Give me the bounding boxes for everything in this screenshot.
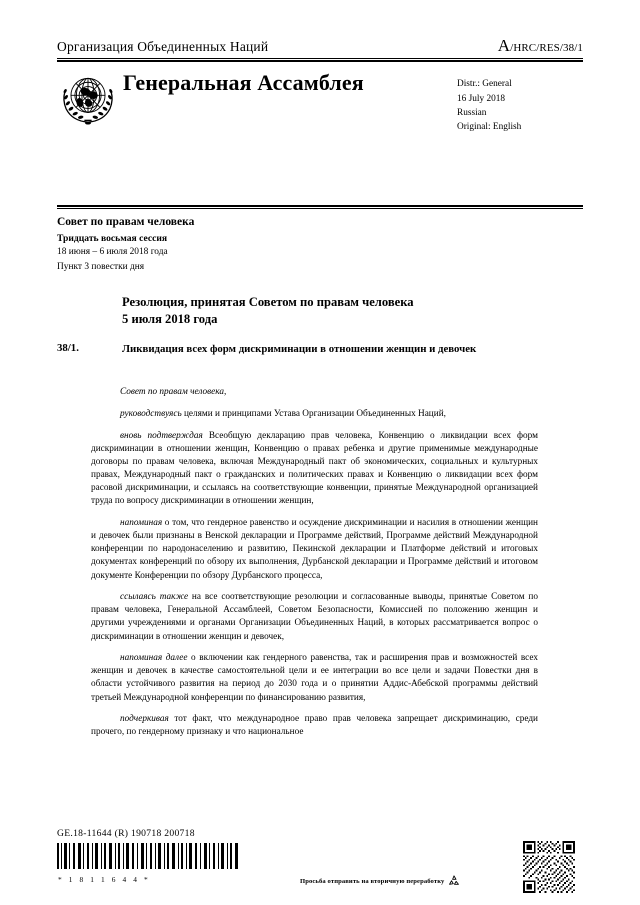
paragraph-text: о включении как гендерного равенства, так и расширения прав и возможностей всех женщин и девочек в качестве самостоятельной цели и ее интеграции во все цели и задачи Повестки дня в области устойчивого развития на период до 2030 года и о принятии Аддис-Абебской программы действий третьей Международной конференции по финансированию развития,	[91, 653, 538, 703]
preamble-addressee	[91, 386, 538, 399]
preamble-body	[91, 386, 538, 748]
preamble-paragraph	[91, 591, 538, 644]
preamble-paragraph	[91, 430, 538, 509]
organization-name: Организация Объединенных Наций	[57, 39, 269, 54]
council-separator	[57, 205, 583, 209]
masthead-top-row	[57, 36, 583, 58]
resolution-heading-line1: Резолюция, принятая Советом по правам человека	[122, 295, 414, 309]
paragraph-text: о том, что гендерное равенство и осуждение дискриминации и насилия в отношении женщин и девочек были признаны в Венской декларации и Программе действий, Программе действий Международной конференции по народонаселению и развитию, Пекинской декларации и Платформе действий и итоговых документах конференций по обзору их выполнения, Дурбанской декларации и Программе действий и итоговом документе Конференции по обзору Дурбанского процесса,	[91, 518, 538, 581]
footer-row	[57, 843, 583, 891]
council-dates: 18 июня – 6 июля 2018 года	[57, 247, 168, 258]
resolution-heading-line2: 5 июля 2018 года	[122, 312, 218, 327]
barcode-container	[57, 843, 241, 884]
paragraph-lead: вновь подтверждая	[120, 430, 203, 441]
document-symbol-rest: /HRC/RES/38/1	[510, 42, 583, 54]
preamble-paragraph	[91, 408, 538, 421]
footer-job-code: GE.18-11644 (R) 190718 200718	[57, 828, 195, 839]
paragraph-text: тот факт, что международное право прав человека запрещает дискриминацию, среди прочего, по гендерному признаку и что национальное	[91, 714, 538, 738]
recycle-notice	[300, 874, 461, 888]
council-session: Тридцать восьмая сессия	[57, 232, 168, 244]
paragraph-text: Всеобщую декларацию прав человека, Конвенцию о ликвидации всех форм дискриминации в отношении женщин, Конвенцию о правах ребенка и другие применимые международные договоры по правам человека, включая Международный пакт об экономических, социальных и культурных правах, Международный пакт о гражданских и политических правах и Конвенцию о ликвидации всех форм расовой дискриминации, и ссылаясь на соответствующие конвенции, принятые Международной организацией труда по вопросу дискриминации в отношении женщин,	[91, 430, 538, 507]
council-title: Совет по правам человека	[57, 216, 195, 228]
recycle-icon	[447, 874, 461, 888]
masthead-rule-thick	[57, 60, 583, 62]
distribution-original: Original: English	[457, 121, 522, 132]
barcode	[57, 843, 241, 869]
distribution-block	[457, 69, 583, 134]
body-title: Генеральная Ассамблея	[123, 70, 364, 96]
council-info	[57, 215, 583, 274]
document-symbol-letter: A	[497, 36, 511, 55]
paragraph-text: целями и принципами Устава Организации Объединенных Наций,	[181, 409, 446, 420]
emblem-container	[57, 69, 123, 127]
resolution-heading	[122, 294, 542, 329]
resolution-item	[57, 342, 557, 357]
barcode-digits: * 1 8 1 1 6 4 4 *	[58, 875, 151, 884]
distribution-language: Russian	[457, 107, 487, 118]
paragraph-lead: напоминая	[120, 518, 163, 528]
paragraph-lead: руководствуясь	[120, 409, 182, 420]
council-rule-thin	[57, 208, 583, 209]
qr-code	[523, 841, 575, 893]
document-symbol	[498, 36, 583, 56]
page-footer	[57, 828, 583, 891]
paragraph-text: на все соответствующие резолюции и согласованные выводы, принятые Советом по правам человека, Генеральной Ассамблеей, Советом Безопасности, Комиссией по положению женщин и другими учреждениями и органами Организации Объединенных Наций, в которых рассматривается вопрос о дискриминации в отношении женщин и девочек,	[91, 592, 538, 642]
un-emblem	[57, 71, 119, 127]
distribution-type: Distr.: General	[457, 79, 512, 90]
masthead	[57, 36, 583, 134]
council-agenda-item: Пункт 3 повестки дня	[57, 261, 145, 272]
masthead-body-row	[57, 69, 583, 134]
paragraph-lead: напоминая далее	[120, 653, 188, 664]
preamble-paragraph	[91, 713, 538, 739]
distribution-date: 16 July 2018	[457, 93, 506, 104]
preamble-paragraph	[91, 517, 538, 583]
resolution-title: Ликвидация всех форм дискриминации в отношении женщин и девочек	[122, 343, 477, 355]
preamble-paragraph	[91, 652, 538, 705]
paragraph-lead: ссылаясь также	[120, 592, 189, 603]
qr-code-container	[523, 841, 575, 898]
preamble-addressee-text: Совет по правам человека,	[120, 387, 227, 397]
recycle-text: Просьба отправить на вторичную переработку	[300, 877, 445, 885]
paragraph-lead: подчеркивая	[120, 714, 169, 725]
resolution-number: 38/1.	[57, 342, 79, 354]
